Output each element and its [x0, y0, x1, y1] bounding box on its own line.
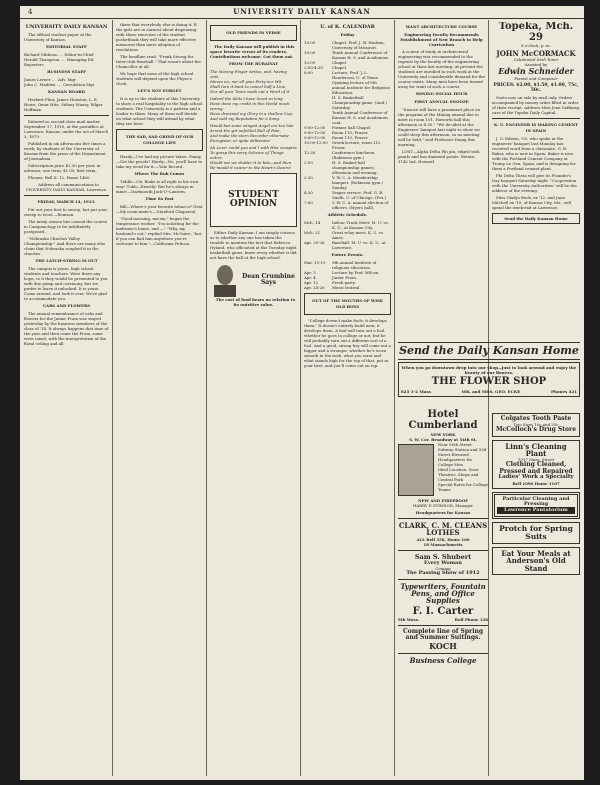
verse-box-heading: OLD FRIENDS IN VERSE — [226, 30, 281, 35]
carter-name: F. I. Carter — [412, 605, 474, 617]
business-college-ad: Business College — [409, 656, 477, 666]
poem-line: Ah Love! could you and I with Him conspire — [210, 145, 297, 150]
calendar-entry — [304, 50, 391, 60]
schneider-name: Edwin Schneider — [498, 66, 574, 77]
column-rule — [394, 20, 395, 776]
subscription-notice: Subscription price $2.50 per year, in advance; one term, $1.00; first term, — [24, 163, 101, 173]
lost-notice: LOST—Alpha Delta Phi pin, edged with pearls and has diamond points. Return 1142 Ind. Howard. — [398, 149, 480, 164]
paper-title: UNIVERSITY DAILY KANSAN — [25, 24, 108, 30]
shubert-passing: The Passing Show of 1912 — [406, 569, 480, 576]
calendar-entry-time: 9:00-12:00 — [304, 125, 326, 130]
pantatorium-ad — [492, 492, 580, 520]
calendar-list — [304, 40, 391, 210]
calendar-entry-time: 12:30 — [304, 150, 316, 155]
calendar-entry — [304, 70, 391, 80]
calendar-entry-time — [304, 110, 332, 125]
linns-phones: Bell 1090 Home 1107 — [512, 480, 560, 486]
grind-heading: THE SAD, SAD GRIND OF OUR COLLEGE LIFE — [125, 134, 194, 145]
calendar-day: Friday — [340, 32, 355, 37]
crumbine-note: The cost of food bears no relation to its nutritive value. — [215, 297, 296, 307]
joke-heading: Where The Rub Comes — [134, 171, 185, 176]
calendar-entry-text: Chapel. Prof. J. W. Hudson, University of Missouri. — [332, 40, 385, 50]
calendar-entry-time: 2:00-4:30 — [304, 65, 323, 70]
calendar-entry — [304, 175, 391, 185]
crumbine-portrait — [210, 263, 240, 297]
wise-boys-heading: OUT OF THE MOUTHS OF WISE OLD BOYS — [312, 298, 383, 309]
joke: Tiddle—Oh, Binks is all right in his own way! Tubb—Exactly! But he's always in mine!—Dartmouth Jack-O'-Lantern. — [116, 179, 199, 194]
calendar-entry — [304, 80, 391, 95]
mccormack-name: JOHN McCORMACK — [496, 49, 576, 58]
flower-shop-phone: Phones 421 — [550, 389, 577, 395]
future-heading: Future Events. — [331, 252, 364, 257]
calendar-entry — [304, 150, 391, 160]
athletic-entry — [304, 240, 391, 250]
schneider-sub: Pianist and Composer — [514, 75, 558, 81]
flower-shop-tagline: When you go downtown drop into our shop—just to look around and enjoy the beauty of our flowers. — [401, 364, 577, 375]
flower-shop-address: 825 1-2 Mass — [401, 389, 431, 395]
athletic-entry-text: Baseball: M. U. vs. K. U., at Lawrence. — [332, 240, 386, 250]
complete-line-ad: Complete line of Spring and Summer Suitings. — [402, 628, 484, 642]
poem-line: Would but some winged Angel ere too late — [210, 123, 294, 128]
calendar-entry-text: Saturday — [332, 105, 350, 110]
shubert-show: Every Woman — [424, 559, 462, 566]
calendar-entry-time: 10:00 — [304, 50, 316, 55]
calendar-entry-text: Tenth Annual Conference of Kansas H. S. and Academies. — [332, 50, 390, 60]
calendar-entry — [304, 140, 391, 150]
calendar-entry-text: Conference luncheon. (Robinson gym.) — [332, 150, 376, 160]
editorial-paragraph: "Nebraska Clinches Valley Championship." And there are many who claim that Nebraska roughed it in the clinches. — [24, 236, 106, 256]
column-2 — [116, 22, 203, 776]
hotel-city: NEW YORK — [430, 432, 456, 437]
calendar-entry-time: 2:00 — [304, 160, 313, 165]
calendar-entry-text: Greek lecture, room 112 Fraser. — [332, 140, 381, 150]
protch-name: Protch for Spring Suits — [499, 524, 573, 542]
wise-boys-box — [304, 293, 391, 315]
calendar-entry-time: 7:00 — [304, 200, 313, 205]
calendar-entry — [304, 200, 391, 210]
hotel-line: NEW AND FIREPROOF — [417, 498, 469, 503]
calendar-entry — [304, 110, 391, 125]
masthead — [20, 6, 584, 19]
clothing-line: Clothing Cleaned, Pressed and Repaired — [499, 461, 573, 475]
mccormack-sub: Celebrated Irish Tenor — [513, 57, 559, 63]
athletic-entry-time: Mch. 14 — [304, 220, 321, 225]
dateline: FRIDAY, MARCH 14, 1913. — [37, 199, 96, 204]
architecture-article: A course of study in architectural engineering was recommended to the regents by the faculty of the engineering school at their last meeting. At present the students are enrolled in such work at the University and considerable demand for the course exists. Many men have been turned away for want of such a course. — [398, 49, 485, 89]
phones-notice: Phones: Bell K. 12. Home 1460. — [28, 175, 91, 180]
lets-forget-heading: LET'S NOT FORGET — [137, 88, 182, 93]
lets-forget-article: It is up to the students of this University to show a real hospitality to the high school students. The University is a pattern and a leader to them. Many of them will decide on what school they will attend by what they see here. — [116, 96, 203, 126]
calendar-entry-text: Room 110, Fraser. — [332, 135, 369, 140]
column-rule — [206, 20, 207, 776]
linns-ad — [492, 440, 580, 489]
poem-line: And sold my Reputation for a Song. — [210, 116, 281, 121]
poem-line: Indeed the Idols I have loved so long — [210, 96, 283, 101]
editorial-paragraph: The misty season has caused the course in Campanology to be indefinitely postponed. — [24, 219, 108, 234]
grind-box — [116, 129, 203, 151]
anderson-name: Eat Your Meals at Anderson's Old Stand — [501, 549, 571, 573]
calendar-entry-time: 2:30 — [304, 175, 313, 180]
calendar-entry-text: Former hall Chapel. — [332, 125, 372, 130]
future-list — [304, 260, 391, 290]
column-6 — [492, 22, 580, 776]
joke: Bill—Where's your favorite tobacco? Gent—My room-mate's.—Stanford Chaparral. — [116, 204, 203, 214]
crumbine-title: Dean Crumbine Says — [242, 273, 295, 286]
hotel-line: Special Rates for College Teams — [438, 482, 488, 492]
joke-heading: Time So Fast — [145, 196, 174, 201]
particular-cleaning: Particular Cleaning and Pressing — [502, 495, 570, 507]
poem-line: Arrest the yet unfolded Roll of Fate, — [210, 128, 281, 133]
clark-phone: ALL Bell 358, Home 160 — [416, 536, 470, 542]
future-entry-time: Apr. 4 — [304, 275, 316, 280]
opinion-letter: Editor Daily Kansan: I am simply curious as to whether any one has taken the trouble to mention the fact that Rebecca Hyland, who officiated at the Tuesday night basketball game, knew every whether it did not have the ball at the high school. — [210, 230, 297, 260]
carter-address: 9th Mass. — [398, 617, 420, 623]
future-entry-text: Lecture by Prof. Wilcox. — [332, 270, 380, 275]
joke: Hardy—I've had my picture taken. Fanny—Got the proofs? Hardy—No, you'll have to take my word for it.—Yale Record. — [116, 154, 203, 169]
calendar-entry-text: Opening lecture of 9th annual Institute for Religious Education. — [332, 80, 390, 95]
future-entry-text: 9th annual Institute of religious education. — [332, 260, 377, 270]
right-ads — [492, 410, 580, 578]
poem-title: FROM THE RUBAIYAT — [229, 61, 278, 66]
protch-ad — [492, 522, 580, 544]
future-entry-text: Music festival. — [332, 285, 361, 290]
editorial-staff-heading: EDITORIAL STAFF — [46, 44, 87, 49]
mining-article: "Snooze will have a prominent place on the program of the Mining annual due to meet in room 101, Haworth hall this afternoon at 4:30." "We decided at the Engineers' banquet last night to show we could sleep this afternoon, so no meeting will be held," said Professor Young this morning. — [398, 107, 481, 147]
calendar-entry-time: 4:30 — [304, 190, 313, 195]
address-notice: Address all communications to UNIVERSITY DAILY KANSAN, Lawrence. — [25, 182, 108, 192]
hotel-name: Hotel Cumberland — [408, 409, 478, 431]
calendar-entry-text: H. S. Basket-ball championship games, afternoon and evening. — [332, 160, 378, 175]
column-3 — [210, 22, 297, 776]
linns-name: Linn's Cleaning Plant — [505, 441, 567, 458]
column-1 — [24, 22, 109, 776]
entry-notice: Entered as second-class mail matter September 17, 1910, at the postoffice at Lawrence, Kansas, under the act of March 3, 1879. — [24, 119, 109, 139]
hotel-line: Near 50th Street Subway Station and 53d Street Elevated — [438, 442, 487, 457]
colgates-sizes: Two Sizes 10c and 25c — [513, 422, 559, 428]
engineer-heading: K. U. ENGINEER IS MAKING CEMENT IN SPAIN — [493, 121, 579, 133]
kansan-board-heading: KANSAN BOARD — [48, 89, 85, 94]
cars-heading: CARS AND FLOWERS — [42, 303, 91, 308]
anderson-ad — [492, 547, 580, 575]
calendar-entry-text: Chapel. — [332, 65, 348, 70]
carter-phone: Bell Phone 128 — [454, 617, 488, 623]
calendar-entry-time — [304, 80, 332, 95]
athletic-entry-text: Great relay meet, K. U. vs. Ames. — [332, 230, 385, 240]
athletic-entry-time: Mch. 21 — [304, 230, 321, 235]
poem-line: Moves on; nor all your Piety nor Wit — [210, 79, 282, 84]
editorial-paragraph: We hope that none of the high school students will depend upon the Physics clock. — [116, 71, 194, 86]
calendar-entry-time: 10:00-12:00 — [304, 140, 328, 145]
masthead-title: UNIVERSITY DAILY KANSAN — [233, 7, 371, 16]
publication-notice: Published in six afternoons five times a week, by students of the University of Kansas from the press of the Department of Journalism. — [24, 141, 106, 161]
staff-line: Harold Thompson .... Managing Ed. — [24, 57, 95, 62]
column-4 — [304, 22, 391, 776]
calendar-entry — [304, 160, 391, 175]
calendar-title: U. of K. CALENDAR — [320, 24, 375, 30]
colgates-name: Colgates Tooth Paste — [500, 415, 572, 422]
calendar-entry-text: Vesper service. Prof. G. B. Smith, U. of Chicago. (Fra.) — [332, 190, 387, 200]
architecture-heading: WANT ARCHITECTURE COURSE — [405, 24, 478, 29]
wise-boys-article: "College doesn't make fools; it develops them." It doesn't entirely build men; it develops them. A fool will turn out a fool, whether he goes to college or not; but he will probably turn out a different sort of a fool. And a good, strong boy will come out a bigger and a stronger, whether he's worn smooth in the rush, what you want and what stands high for the top of that, put in your best, and you'll come out on top. — [304, 318, 391, 368]
clark-ad: CLARK, C. M. CLEANS LOTHES — [398, 521, 488, 538]
flower-shop-name: THE FLOWER SHOP — [431, 375, 547, 387]
calendar-entry-time: 9:00-12:00 — [304, 135, 326, 140]
hotel-line: Headquarters for College Men — [438, 457, 473, 467]
future-entry-text: Junior Prom. — [332, 275, 358, 280]
poem-line: Have drowned my Glory in a shallow Cup, — [210, 111, 294, 116]
editorial-paragraph: The headline read, "Frank Strong for Inter-club Baseball." That wasn't about the Chancellor at all. — [116, 54, 201, 69]
student-opinion-title: STUDENT OPINION — [228, 190, 279, 209]
shubert-coming: Coming — [435, 565, 451, 571]
athletic-list — [304, 220, 391, 250]
column-rule — [112, 20, 113, 776]
hotel-building-image — [398, 444, 434, 496]
editorial-paragraph: there that everybody else is doing it. If the girls are in earnest about dispensing with these exercises of the student pocketbook they will take more effective measures than mere adoption of resolutions. — [116, 22, 197, 52]
koch-name: KOCH — [429, 640, 457, 651]
poem-line: And make the stern Recorder otherwise — [210, 133, 289, 138]
future-entry-time: Apr. 3 — [304, 270, 316, 275]
calendar-entry-text: Y. W. C. A. annual election of officers. (Myers hall). — [332, 200, 389, 210]
send-kansan-banner: Send the Daily Kansan Home — [398, 342, 580, 360]
calendar-entry — [304, 95, 391, 105]
hotel-address: S. W. Cor. Broadway at 54th St. — [409, 437, 477, 442]
calendar-entry-time: 8:00 — [304, 70, 313, 75]
newspaper-page — [20, 6, 584, 780]
concert-prices: PRICES: $2.00, $1.50, $1.00, 75c, 50c. — [493, 82, 579, 93]
send-kansan-box: Send the Daily Kansan Home — [492, 213, 580, 224]
calendar-entry-text: Room 115, Fraser. — [332, 130, 369, 135]
verse-box — [210, 25, 297, 41]
poem-line: Shall lure it back to cancel half a Line, — [210, 84, 287, 89]
future-entry — [304, 285, 391, 290]
future-entry-time: Mar. 13-19 — [304, 260, 326, 265]
calendar-entry-text: Lecture, Prof. J. L. Henderson, U. of Texas. — [332, 70, 379, 80]
calendar-entry-time: 12:00 — [304, 60, 316, 65]
typewriters-ad: Typewriters, Fountain Pens, and Office Supplies — [400, 581, 486, 606]
athletic-entry — [304, 230, 391, 240]
business-line: James Lerner .... Adv. Mgr — [24, 77, 76, 82]
joke: "Good morning, ma'am," began the temperance worker. "I'm soliciting for the inebriate's home, and —" "Why, my husband's out," replied Mrs. McGuire, "but if you can find him anywhere you're welcome to him."—California Pelican. — [116, 216, 202, 246]
future-entry-time: Apr. 24-26 — [304, 285, 325, 290]
topeka-heading: Topeka, Mch. 29 — [498, 22, 574, 43]
future-entry-text: Fresh party. — [332, 280, 356, 285]
cars-article: The annual remembrance of cabs and flowers for the Junior Prom was stayed yesterday by the business members of the class of '14. It always happens that time of the year and then came the Prom, some were taxed, with the interpretation of the floral ceiling and all. — [24, 311, 109, 346]
poem-line: Nor all your Tears wash out a Word of it. — [210, 89, 291, 94]
calendar-entry-text: Y. W. C. A. Membership banquet. (Robinson gym.) — [332, 175, 383, 185]
poem-line: Enregister, or quite obliterate! — [210, 138, 271, 143]
latch-article: The campus is yours, high school students and teachers. Were there any hope, to it they would be presented to you with due pomp and ceremony, but we prefer to leave it unlocked. It is yours. Come around, and look it over. We're glad to accommodate you. — [24, 266, 108, 301]
calendar-entry — [304, 190, 391, 200]
flower-shop-owner: MR. and MRS. GEO. ECKE — [461, 389, 521, 395]
engineer-article: J. O. Edison, '05, who spoke at the engineers' banquet last Monday has received word from a classmate, G. B. Baker, who is now in Spain. Baker is now with the Portland Cement Company at Tromp Le Gen, Spain, and is designing for them a Portland cement plant. — [492, 135, 576, 171]
calendar-entry-text: Sunday — [332, 185, 347, 190]
poem-line: Would not we shatter it to bits—and then — [210, 160, 292, 165]
latch-heading: THE LATCH-STRING IS OUT — [35, 258, 98, 263]
column-rule — [300, 20, 301, 776]
pantatorium-name: Lawrence Pantatorium — [497, 507, 575, 514]
business-line: John C. Madden .... Circulation Mgr — [24, 82, 95, 87]
assisted-by: Assisted by — [524, 62, 548, 68]
architecture-subhead: Engineering Faculty Recommends Establishment of New Branch to Help Curriculum — [400, 32, 483, 47]
ladies-work-line: Ladies' Work a Specialty — [498, 473, 574, 480]
calendar-entry-time: 9:00-12:00 — [304, 130, 326, 135]
seat-sale-notice: Seats now on sale by mail only. Orders accompanied by money order filled in order of their receipt. Address Miss Jean Gaffaney, care of the Topeka Daily Capital. — [492, 94, 580, 115]
poem-line: The Moving Finger writes, and, having writ, — [210, 69, 287, 79]
linns-address: 1017 Mass. Street — [517, 457, 555, 463]
poem-line: Have done my credit in this World much wrong; — [210, 101, 290, 111]
future-entry-time: Apr. 12 — [304, 280, 319, 285]
hotel-line: HARRY P. STIMSON, Manager — [412, 503, 474, 508]
phi-delta-notice: Phi Delta Theta will give its Founder's Day banquet Saturday night. "Cooperation with the University Authorities" will be the address of the evening. — [492, 172, 577, 193]
calendar-entry-time: 10:00 — [304, 40, 316, 45]
athletic-heading: Athletic Schedule. — [327, 212, 368, 217]
student-opinion-banner — [210, 173, 297, 227]
poem-line: Re-mould it nearer to the Heart's Desire! — [210, 165, 292, 170]
mccollochs-name: McColloch's Drug Store — [495, 426, 577, 434]
hotel-footer: Headquarters for Kansas — [415, 510, 471, 515]
staff-line: Richard Gibbons .... Editor-in-Chief — [24, 52, 94, 57]
shubert-name: Sam S. Shubert — [414, 552, 472, 561]
calendar-entry — [304, 40, 391, 50]
editorial-paragraph: Put out your foot to sweep, but put your sweep to trust.—Remson. — [24, 207, 108, 217]
hotel-line: Ideal Location. Near Theatres, Shops and Central Park — [438, 467, 479, 482]
calendar-entry-text: Chapel. — [332, 60, 348, 65]
calendar-entry-text: H. S. Basketball Championship game. (Aud.) — [332, 95, 387, 105]
calendar-entry-text: Tenth Annual Conference of Kansas H. S. and Academies cont. — [332, 110, 389, 125]
future-entry — [304, 260, 391, 270]
staff-line: Reporters — [24, 62, 44, 67]
calendar-entry-time — [304, 95, 332, 105]
athletic-entry-time: Apr. 25-26 — [304, 240, 325, 245]
hotel-ad — [398, 410, 488, 664]
poem-line: To grasp this sorry Scheme of Things entire, — [210, 150, 284, 160]
mining-subhead: FIRST ANNUAL SNOOZE — [414, 99, 469, 104]
verse-box-note: The Daily Kansan will publish in this space favorite verses of its readers. Contributions welcome. Cut them out. — [210, 44, 295, 59]
board-members: Herbert Flint, James Houston, L. E. Howe, Omar Hite, Sidney Maury, Edgar Hoffman — [24, 97, 103, 112]
clark-address: 18 Massachusetts — [423, 541, 463, 547]
tagline: The official student paper of the University of Kansas. — [24, 32, 92, 42]
visitor-notice: Miss Gladys Beck, ex '12, and Juan Mitchell ex '10, of Kansas City, Mo., will spend the week-end at Lawrence. — [492, 194, 572, 210]
topeka-time: 8 o'clock, p. m. — [521, 43, 551, 48]
mining-heading: MINING SOCIAL HOUR — [415, 91, 468, 96]
page-number: 4 — [28, 8, 34, 16]
athletic-entry-text: Indoor Track Meet: M. U. vs. K. U., at Kansas City. — [332, 220, 389, 230]
business-staff-heading: BUSINESS STAFF — [47, 69, 86, 74]
athletic-entry — [304, 220, 391, 230]
colgates-ad — [492, 413, 580, 437]
